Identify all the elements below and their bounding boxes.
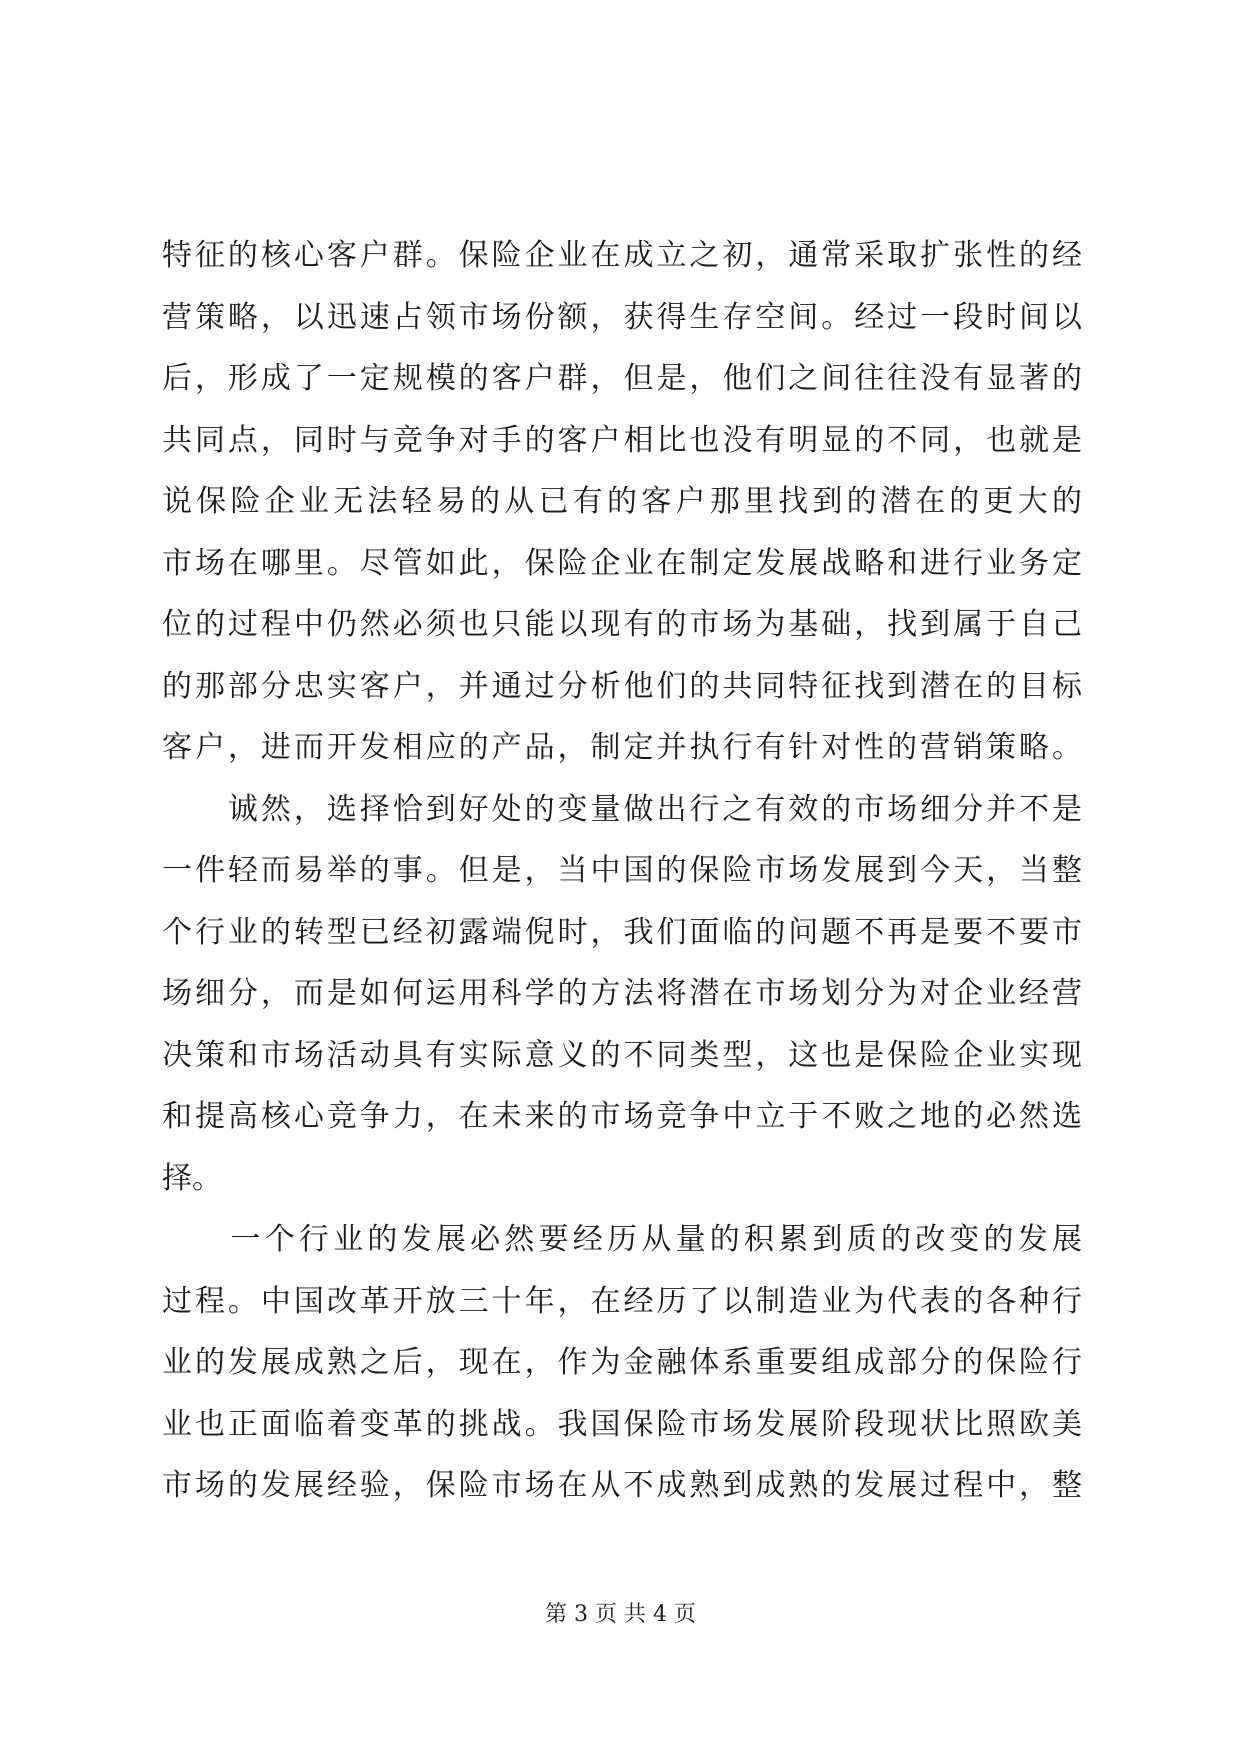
text-line: 业也正面临着变革的挑战。我国保险市场发展阶段现状比照欧美	[162, 1406, 1082, 1442]
text-line: 市场的发展经验，保险市场在从不成熟到成熟的发展过程中，整	[162, 1468, 1082, 1503]
text-line: 营策略，以迅速占领市场份额，获得生存空间。经过一段时间以	[162, 299, 1082, 335]
text-line: 一个行业的发展必然要经历从量的积累到质的改变的发展	[162, 1222, 1082, 1257]
text-line: 业的发展成熟之后，现在，作为金融体系重要组成部分的保险行	[162, 1345, 1082, 1380]
text-line: 客户，进而开发相应的产品，制定并执行有针对性的营销策略。	[162, 730, 1082, 765]
text-line: 择。	[162, 1160, 222, 1196]
text-line: 市场在哪里。尽管如此，保险企业在制定发展战略和进行业务定	[162, 545, 1082, 581]
text-line: 位的过程中仍然必须也只能以现有的市场为基础，找到属于自己	[162, 607, 1082, 642]
text-line: 的那部分忠实客户，并通过分析他们的共同特征找到潜在的目标	[162, 668, 1082, 704]
text-line: 和提高核心竞争力，在未来的市场竞争中立于不败之地的必然选	[162, 1099, 1082, 1134]
text-line: 场细分，而是如何运用科学的方法将潜在市场划分为对企业经营	[162, 976, 1082, 1011]
text-line: 一件轻而易举的事。但是，当中国的保险市场发展到今天，当整	[162, 853, 1082, 888]
page-number-footer: 第 3 页 共 4 页	[545, 1602, 696, 1627]
text-line: 说保险企业无法轻易的从已有的客户那里找到的潜在的更大的	[162, 484, 1082, 519]
text-line: 个行业的转型已经初露端倪时，我们面临的问题不再是要不要市	[162, 914, 1082, 950]
body-text	[162, 225, 1082, 1517]
text-line: 共同点，同时与竞争对手的客户相比也没有明显的不同，也就是	[162, 422, 1082, 458]
text-line: 特征的核心客户群。保险企业在成立之初，通常采取扩张性的经	[162, 238, 1082, 273]
text-line: 诚然，选择恰到好处的变量做出行之有效的市场细分并不是	[162, 791, 1082, 827]
text-line: 决策和市场活动具有实际意义的不同类型，这也是保险企业实现	[162, 1037, 1082, 1073]
text-line: 过程。中国改革开放三十年，在经历了以制造业为代表的各种行	[162, 1283, 1082, 1319]
text-line: 后，形成了一定规模的客户群，但是，他们之间往往没有显著的	[162, 361, 1082, 396]
